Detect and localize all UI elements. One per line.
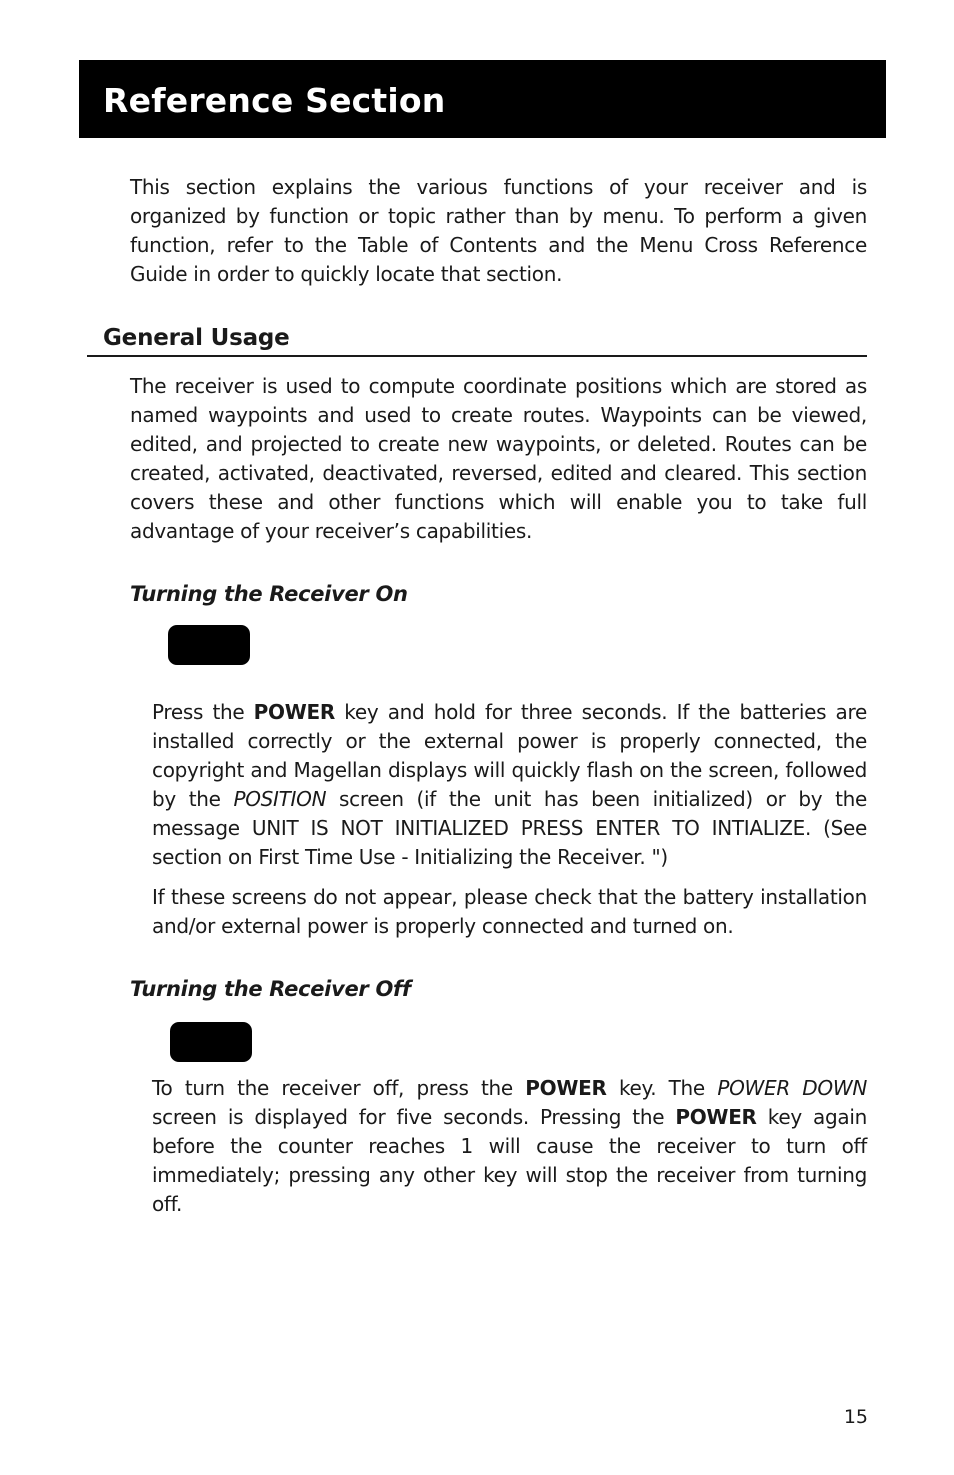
subheading-turning-on: Turning the Receiver On (130, 582, 408, 606)
section-header-bar (79, 60, 886, 138)
section-heading-general-usage: General Usage (103, 325, 290, 351)
power-key-icon (170, 1022, 252, 1062)
intro-paragraph: This section explains the various functions of your receiver and is organized by function or topic rather than by menu. To perform a given function, refer to the Table of Contents and the Menu Cross Reference Guide in order to quickly locate that section. (130, 175, 867, 286)
page-title: Reference Section (103, 81, 446, 120)
subheading-turning-off: Turning the Receiver Off (130, 977, 411, 1001)
turning-off-paragraph: To turn the receiver off, press the POWER key. The POWER DOWN screen is displayed for five seconds. Pressing the POWER key again before the counter reaches 1 will cause the receiver to turn off immediately; pressing any other key will stop the receiver from turning off. (152, 1076, 867, 1216)
power-key-icon (168, 625, 250, 665)
page-number: 15 (843, 1406, 868, 1428)
turning-on-paragraph: Press the POWER key and hold for three seconds. If the batteries are installed correctly or the external power is properly connected, the copyright and Magellan displays will quickly flash on the screen, followed by the POSITION screen (if the unit has been initialized) or by the message UNIT IS NOT INITIALIZED PRESS ENTER TO INTIALIZE. (See section on First Time Use - Initializing the Receiver. ") (152, 700, 868, 869)
general-usage-paragraph: The receiver is used to compute coordinate positions which are stored as named waypoints and used to create routes. Waypoints can be viewed, edited, and projected to create new waypoints, or deleted. Routes can be created, activated, deactivated, reversed, edited and cleared. This section covers these and other functions which will enable you to take full advantage of your receiver’s capabilities. (130, 374, 867, 543)
turning-on-note-paragraph: If these screens do not appear, please check that the battery installation and/or external power is properly connected and turned on. (152, 885, 867, 938)
section-divider (87, 355, 867, 357)
